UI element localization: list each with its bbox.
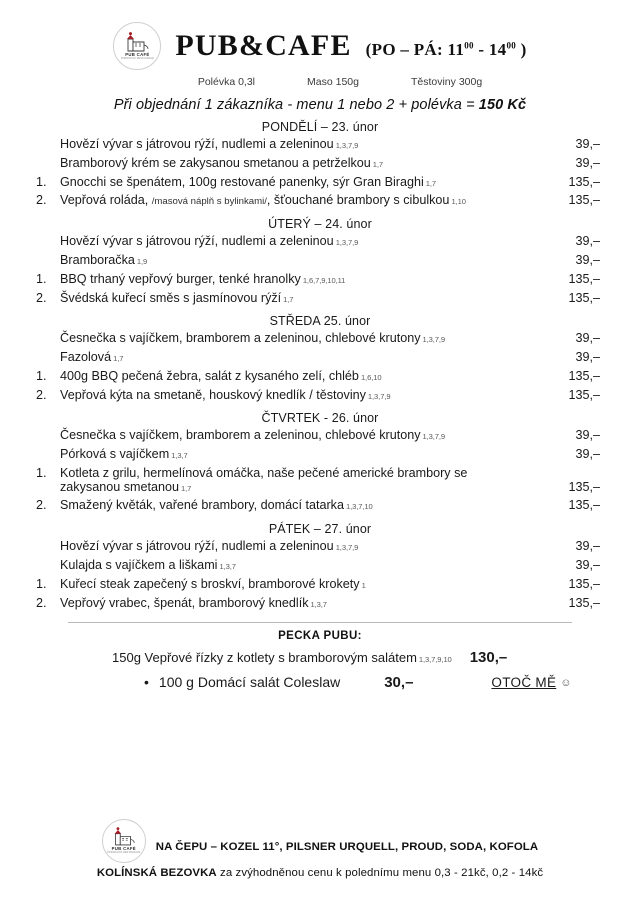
menu-row-number: 2.: [36, 193, 47, 208]
bezovka-line: [0, 867, 640, 879]
menu-row-allergens: 1,3,7,9: [335, 543, 359, 553]
menu-row-price: 39,–: [575, 350, 600, 365]
menu-row-text: Kotleta z grilu, hermelínová omáčka, naše pečené americké brambory se: [60, 466, 468, 481]
menu-row: [34, 464, 606, 480]
menu-row-price: 135,–: [568, 290, 600, 305]
menu-row-note: /masová náplň s bylinkami/: [151, 196, 267, 208]
menu-row-text: 400g BBQ pečená žebra, salát z kysaného zelí, chléb: [60, 368, 359, 383]
menu-row-description: [60, 389, 546, 402]
logo-wordmark: PUB CAFÉ: [111, 846, 136, 852]
menu-row-allergens: 1,3,7,9: [422, 432, 446, 442]
menu-row-price: 39,–: [575, 234, 600, 249]
menu-row-allergens: 1,3,7,9: [335, 238, 359, 248]
menu-row-text: Hovězí vývar s játrovou rýží, nudlemi a zeleninou: [60, 137, 334, 152]
menu-row-allergens: 1: [361, 580, 366, 590]
menu-row-text-2: , šťouchané brambory s cibulkou: [266, 193, 450, 208]
day-heading: ÚTERÝ – 24. únor: [268, 217, 372, 232]
day-heading: PÁTEK – 27. únor: [268, 522, 372, 537]
menu-row-allergens: 1,6,10: [360, 372, 382, 382]
menu-row-price: 39,–: [575, 428, 600, 443]
menu-row: [34, 496, 606, 515]
menu-row-description: [60, 235, 546, 248]
logo-subtext: PODNIKOVÁ RESTAURACE: [120, 56, 154, 60]
menu-row-number: 1.: [36, 174, 47, 189]
menu-row: [34, 191, 606, 210]
menu-row-text: Švédská kuřecí směs s jasmínovou rýží: [60, 290, 282, 305]
menu-row-allergens: 1,10: [451, 197, 466, 207]
pecka-item-1-allergens: 1,3,7,9,10: [418, 655, 452, 665]
menu-row-description: [60, 254, 546, 267]
page-title: PUB&CAFE: [175, 29, 352, 62]
menu-row-price: 39,–: [575, 539, 600, 554]
menu-row: [34, 270, 606, 289]
menu-row-description: [60, 370, 546, 383]
menu-row-allergens: 1,3,7,9: [367, 391, 391, 401]
flip-me-link[interactable]: [491, 675, 571, 690]
menu-row-text: Česnečka s vajíčkem, bramborem a zeleninou, chlebové krutony: [60, 428, 421, 443]
pecka-item-1-price: 130,–: [469, 649, 508, 667]
promo-text: Při objednání 1 zákazníka - menu 1 nebo 2 + polévka =: [113, 97, 479, 113]
day-section: [34, 120, 606, 210]
menu-row: [34, 232, 606, 251]
menu-row-number: 1.: [36, 271, 47, 286]
portion-pasta: Těstoviny 300g: [410, 76, 483, 88]
hours-sup-close: 00: [506, 40, 517, 51]
hours-mid: - 14: [473, 40, 507, 59]
menu-row-price: 39,–: [575, 253, 600, 267]
menu-row: [34, 154, 606, 173]
menu-row-allergens: 1,3,7,10: [345, 502, 373, 512]
menu-row: [34, 173, 606, 192]
menu-row-description: [60, 351, 546, 364]
menu-row: [34, 556, 606, 575]
menu-rows: [34, 135, 606, 210]
menu-row-allergens: 1,7: [113, 354, 124, 364]
menu-row-price: 39,–: [575, 447, 600, 462]
promo-price: 150 Kč: [478, 97, 527, 113]
menu-row-description: [60, 273, 546, 286]
menu-row-price: 135,–: [568, 595, 600, 610]
logo-wordmark: PUB CAFÉ: [125, 51, 150, 57]
menu-row-allergens: 1,3,7,9: [335, 141, 359, 151]
portion-sizes: [34, 76, 606, 88]
menu-row: [34, 445, 606, 464]
menu-row-description: [60, 540, 546, 553]
drinks-on-tap-line: NA ČEPU – KOZEL 11°, PILSNER URQUELL, PROUD, SODA, KOFOLA: [155, 841, 539, 853]
menu-row-price: 39,–: [575, 557, 600, 572]
footer-top: [0, 819, 640, 863]
menu-row: [34, 537, 606, 556]
menu-row-allergens: 1,6,7,9,10,11: [302, 275, 346, 285]
menu-row-text: BBQ trhaný vepřový burger, tenké hranolky: [60, 271, 301, 286]
promo-banner: [34, 97, 606, 113]
menu-row-allergens: 1,7: [181, 483, 192, 493]
day-heading: PONDĚLÍ – 23. únor: [261, 120, 379, 134]
smiley-icon: ☺: [560, 676, 572, 689]
pecka-item-1-label: 150g Vepřové řízky z kotlety s bramborovým salátem: [112, 650, 417, 666]
menu-row-allergens: 1,7: [283, 294, 294, 304]
menu-row-allergens: 1,7: [425, 178, 437, 188]
menu-row: [34, 593, 606, 612]
menu-row-text: Hovězí vývar s játrovou rýží, nudlemi a zeleninou: [60, 539, 334, 554]
menu-row-price: 135,–: [568, 271, 600, 286]
day-heading: ČTVRTEK - 26. únor: [261, 411, 379, 426]
masthead: [34, 22, 606, 74]
menu-row: [34, 480, 606, 497]
days-container: [34, 120, 606, 612]
menu-row: [34, 575, 606, 594]
menu-row-description: [60, 597, 546, 610]
menu-row-description: [60, 292, 546, 305]
pecka-title: PECKA PUBU:: [278, 630, 362, 643]
menu-row-allergens: 1,3,7: [219, 561, 236, 571]
menu-row-text: Kuřecí steak zapečený s broskví, bramborové krokety: [60, 576, 360, 591]
menu-row: [34, 329, 606, 348]
pub-building-icon: [122, 32, 152, 52]
menu-row-price: 39,–: [575, 137, 600, 152]
menu-row-price: 135,–: [568, 387, 600, 402]
menu-row-description: [60, 176, 546, 189]
footer: [0, 819, 640, 879]
menu-row-text: Bramboračka: [60, 253, 135, 267]
menu-row-text: Česnečka s vajíčkem, bramborem a zeleninou, chlebové krutony: [60, 331, 421, 346]
menu-rows: [34, 232, 606, 307]
menu-row-allergens: 1,3,7,9: [422, 335, 446, 345]
menu-row-text: Gnocchi se špenátem, 100g restované panenky, sýr Gran Biraghi: [60, 174, 424, 189]
menu-rows: [34, 537, 606, 612]
menu-rows: [34, 426, 606, 515]
menu-row-allergens: 1,3,7: [310, 599, 327, 609]
menu-row-text: Kulajda s vajíčkem a liškami: [60, 557, 218, 572]
flip-me-label: OTOČ MĚ: [491, 675, 557, 691]
pecka-item-1-name: [112, 650, 452, 665]
day-section: [34, 411, 606, 515]
menu-row-description: [60, 467, 546, 480]
menu-row-allergens: 1,3,7: [171, 451, 188, 461]
logo-footer: [102, 819, 146, 863]
day-section: [34, 522, 606, 612]
day-heading: STŘEDA 25. únor: [269, 314, 371, 329]
menu-row-description: [60, 332, 546, 345]
menu-row-text: Smažený květák, vařené brambory, domácí tatarka: [60, 498, 344, 513]
menu-row-text: Vepřová kýta na smetaně, houskový knedlík / těstoviny: [60, 387, 366, 402]
menu-row-number: 1.: [36, 576, 47, 591]
bezovka-brand: KOLÍNSKÁ BEZOVKA: [96, 867, 217, 879]
menu-rows: [34, 329, 606, 404]
menu-row: [34, 251, 606, 270]
menu-row-number: 2.: [36, 290, 47, 305]
menu-row-price: 135,–: [568, 576, 600, 591]
menu-row-description: [60, 481, 546, 494]
pub-building-icon: [110, 827, 138, 846]
pecka-item-2: [34, 674, 606, 691]
menu-row-text: zakysanou smetanou: [60, 479, 180, 494]
menu-row: [34, 367, 606, 386]
hours-sup-open: 00: [464, 40, 474, 51]
day-section: [34, 314, 606, 404]
menu-row-text: Bramborový krém se zakysanou smetanou a petrželkou: [60, 155, 371, 170]
portion-meat: Maso 150g: [307, 76, 359, 88]
menu-row-text: Vepřový vrabec, špenát, bramborový knedlík: [60, 595, 309, 610]
menu-row-number: 2.: [36, 595, 47, 610]
menu-row: [34, 348, 606, 367]
menu-row-price: 39,–: [575, 155, 600, 170]
menu-row-number: 2.: [36, 387, 47, 402]
menu-row-price: 135,–: [568, 193, 600, 208]
menu-row-description: [60, 194, 546, 207]
menu-row: [34, 288, 606, 307]
pecka-item-2-name: 100 g Domácí salát Coleslaw: [158, 674, 341, 691]
menu-row: [34, 426, 606, 445]
menu-row-text: Fazolová: [60, 350, 112, 365]
bezovka-detail: za zvýhodněnou cenu k polednímu menu 0,3 - 21kč, 0,2 - 14kč: [216, 867, 544, 879]
hours-suffix: ): [516, 40, 527, 59]
menu-row-text: Hovězí vývar s játrovou rýží, nudlemi a zeleninou: [60, 234, 334, 249]
menu-row-number: 2.: [36, 498, 47, 513]
menu-row: [34, 386, 606, 405]
menu-row-price: 135,–: [568, 498, 600, 513]
menu-row-text: Vepřová roláda,: [60, 193, 152, 208]
menu-row-number: 1.: [36, 466, 47, 481]
menu-row-allergens: 1,7: [372, 159, 384, 169]
pecka-item-2-price: 30,–: [384, 674, 414, 692]
logo-top: [113, 22, 161, 70]
section-divider: [68, 622, 572, 623]
menu-row-number: 1.: [36, 368, 47, 383]
bullet-icon: •: [144, 674, 149, 691]
day-section: [34, 217, 606, 307]
menu-row-price: 135,–: [568, 368, 600, 383]
opening-hours: [366, 41, 527, 58]
menu-row-price: 135,–: [568, 479, 600, 494]
brand-row: [175, 22, 526, 61]
menu-row-text: Pórková s vajíčkem: [60, 447, 170, 462]
menu-row-description: [60, 138, 546, 151]
pecka-item-1: [34, 649, 606, 666]
logo-subtext: PODNIKOVÁ RESTAURACE: [107, 851, 141, 855]
menu-row-description: [60, 157, 546, 170]
menu-row-description: [60, 559, 546, 572]
menu-row-description: [60, 578, 546, 591]
menu-row-description: [60, 499, 546, 512]
menu-row-price: 39,–: [575, 331, 600, 346]
menu-row: [34, 135, 606, 154]
menu-row-description: [60, 429, 546, 442]
menu-row-allergens: 1,9: [136, 257, 148, 266]
portion-soup: Polévka 0,3l: [197, 76, 256, 88]
menu-row-price: 135,–: [568, 174, 600, 189]
menu-row-description: [60, 448, 546, 461]
hours-prefix: (PO – PÁ: 11: [365, 40, 465, 59]
